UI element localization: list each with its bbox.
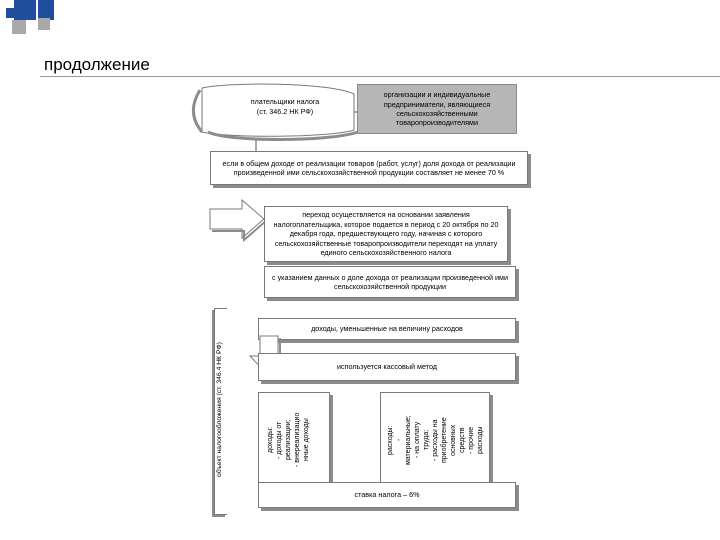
expenses-column-text: расходы: - материальные; - на оплату труда; - расходы на приобретение основных средств - прочие расходы bbox=[387, 415, 484, 465]
transition-box: переход осуществляется на основании заявления налогоплательщика, которое подается в период с 20 октября по 20 декабря года, предшествующего году, начиная с которого сельскохозяйственные товаропроизводители переходят на уплату единого сельскохозяйственного налога bbox=[264, 206, 508, 262]
rate-box: ставка налога – 6% bbox=[258, 482, 516, 508]
income-reduced-box: доходы, уменьшенные на величину расходов bbox=[258, 318, 516, 340]
indication-box: с указанием данных о доле дохода от реализации произведенной ими сельскохозяйственной продукции bbox=[264, 266, 516, 298]
income-share-box: если в общем доходе от реализации товаров (работ, услуг) доля дохода от реализации произведенной ими сельскохозяйственной продукции составляет не менее 70 % bbox=[210, 151, 528, 185]
object-label: объект налогообложения (ст. 346.4 НК РФ) bbox=[216, 342, 223, 478]
payers-oval-text: плательщики налога (ст. 346.2 НК РФ) bbox=[250, 97, 320, 116]
income-column-text: доходы: - доходы от реализации; - внереализацио нные доходы bbox=[267, 412, 310, 468]
right-arrow-shape bbox=[208, 198, 266, 240]
payers-box: организации и индивидуальные предприниматели, являющиеся сельскохозяйственными товаропроизводителями bbox=[357, 84, 517, 134]
cash-method-box: используется кассовый метод bbox=[258, 353, 516, 381]
slide-title: продолжение bbox=[44, 55, 150, 74]
